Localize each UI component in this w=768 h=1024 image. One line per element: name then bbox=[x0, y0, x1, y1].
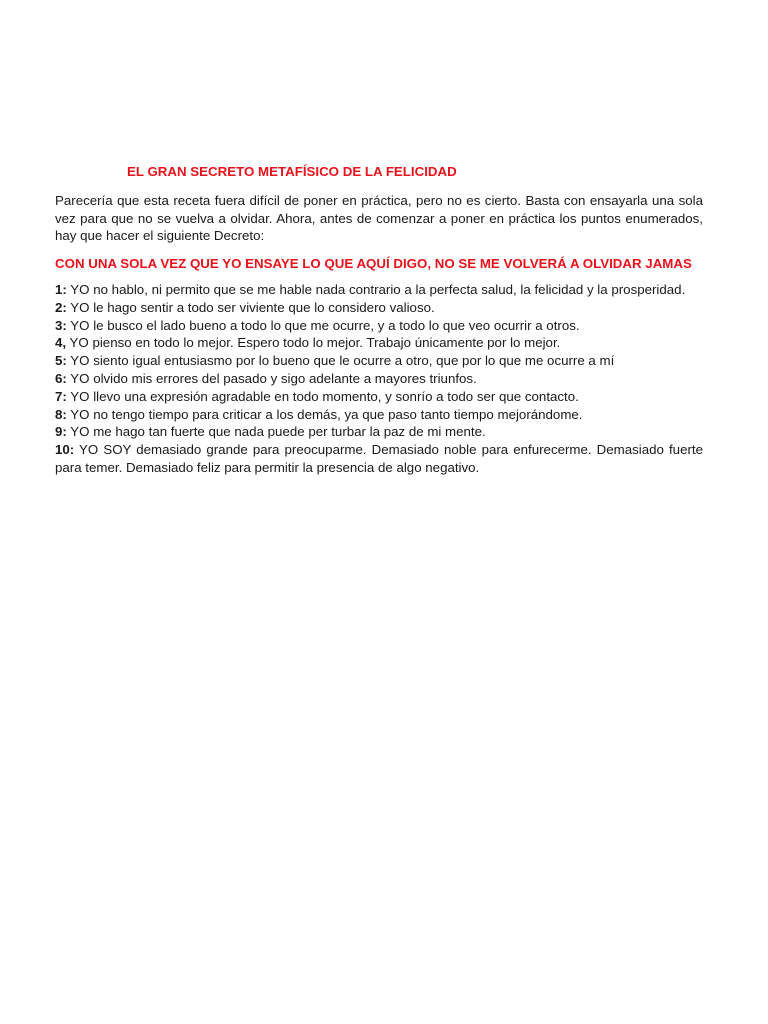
item-number: 9: bbox=[55, 424, 67, 440]
item-text: YO olvido mis errores del pasado y sigo adelante a mayores triunfos. bbox=[66, 370, 477, 386]
item-text: YO siento igual entusiasmo por lo bueno que le ocurre a otro, que por lo que me ocurre a mí bbox=[66, 353, 615, 369]
decree-list bbox=[55, 281, 703, 477]
list-item bbox=[55, 423, 703, 441]
list-item bbox=[55, 388, 703, 406]
document-title: EL GRAN SECRETO METAFÍSICO DE LA FELICIDAD bbox=[127, 164, 457, 179]
list-item bbox=[55, 441, 703, 477]
item-text: YO no tengo tiempo para criticar a los demás, ya que paso tanto tiempo mejorándome. bbox=[66, 406, 583, 422]
item-text: YO le hago sentir a todo ser viviente que lo considero valioso. bbox=[66, 299, 435, 315]
list-item bbox=[55, 281, 703, 299]
list-item bbox=[55, 299, 703, 317]
item-number: 10: bbox=[55, 442, 75, 458]
item-number: 6: bbox=[55, 370, 67, 386]
item-number: 3: bbox=[55, 317, 67, 333]
list-item bbox=[55, 334, 703, 352]
list-item bbox=[55, 317, 703, 335]
item-number: 8: bbox=[55, 406, 67, 422]
item-number: 2: bbox=[55, 299, 67, 315]
item-number: 4, bbox=[55, 335, 67, 351]
item-text: YO no hablo, ni permito que se me hable nada contrario a la perfecta salud, la felicidad y la prosperidad. bbox=[66, 281, 686, 297]
item-number: 1: bbox=[55, 281, 67, 297]
decree-heading: CON UNA SOLA VEZ QUE YO ENSAYE LO QUE AQUÍ DIGO, NO SE ME VOLVERÁ A OLVIDAR JAMAS bbox=[55, 256, 692, 272]
intro-paragraph: Parecería que esta receta fuera difícil de poner en práctica, pero no es cierto. Basta con ensayarla una sola vez para que no se vuelva a olvidar. Ahora, antes de comenzar a poner en práctica los puntos enumerados, hay que hacer el siguiente Decreto: bbox=[55, 192, 703, 244]
item-text: YO pienso en todo lo mejor. Espero todo lo mejor. Trabajo únicamente por lo mejor. bbox=[66, 335, 561, 351]
item-text: YO llevo una expresión agradable en todo momento, y sonrío a todo ser que contacto. bbox=[66, 388, 579, 404]
item-number: 7: bbox=[55, 388, 67, 404]
item-number: 5: bbox=[55, 353, 67, 369]
item-text: YO me hago tan fuerte que nada puede per turbar la paz de mi mente. bbox=[66, 424, 486, 440]
list-item bbox=[55, 406, 703, 424]
list-item bbox=[55, 352, 703, 370]
list-item bbox=[55, 370, 703, 388]
item-text: YO SOY demasiado grande para preocuparme. Demasiado noble para enfurecerme. Demasiado fuerte para temer. Demasiado feliz para permitir la presencia de algo negativo. bbox=[55, 442, 703, 475]
item-text: YO le busco el lado bueno a todo lo que me ocurre, y a todo lo que veo ocurrir a otros. bbox=[66, 317, 580, 333]
document-page bbox=[55, 163, 703, 477]
